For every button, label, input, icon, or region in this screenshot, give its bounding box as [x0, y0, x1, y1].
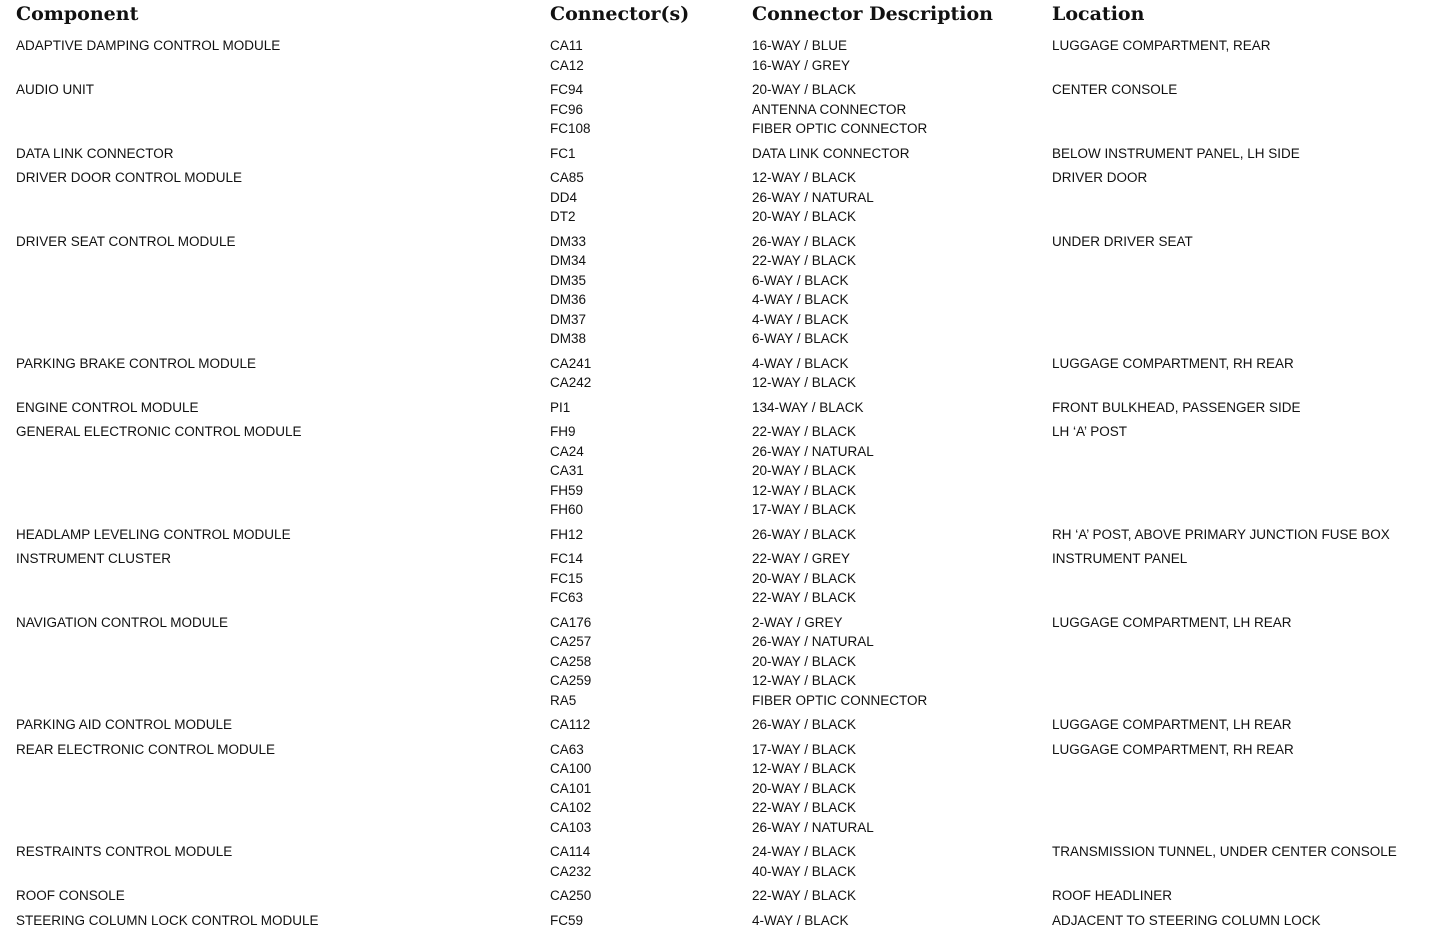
connector-list: [550, 911, 740, 931]
connector-id: FC59: [550, 912, 584, 928]
connector-description: 4-WAY / BLACK: [752, 292, 849, 307]
component-name: HEADLAMP LEVELING CONTROL MODULE: [16, 526, 291, 542]
component-location: BELOW INSTRUMENT PANEL, LH SIDE: [1052, 145, 1300, 161]
connector-list: [550, 144, 740, 164]
connector-list: [550, 740, 740, 838]
connector-description: 20-WAY / BLACK: [752, 653, 857, 669]
connector-id: CA241: [550, 355, 592, 371]
connector-id: CA101: [550, 780, 592, 796]
table-row: [0, 715, 1456, 735]
component-location: FRONT BULKHEAD, PASSENGER SIDE: [1052, 399, 1301, 415]
connector-id: DM37: [550, 311, 587, 327]
table-row: [0, 613, 1456, 711]
connector-id: FC1: [550, 145, 576, 161]
component-name: ADAPTIVE DAMPING CONTROL MODULE: [16, 38, 281, 53]
connector-id: CA176: [550, 614, 592, 630]
component-location: LUGGAGE COMPARTMENT, RH REAR: [1052, 355, 1294, 371]
connector-description: FIBER OPTIC CONNECTOR: [752, 121, 928, 136]
connector-description-list: [752, 842, 1042, 881]
connector-id: CA85: [550, 170, 584, 185]
table-row: [0, 168, 1456, 227]
connector-description: ANTENNA CONNECTOR: [752, 101, 907, 117]
connector-description: 4-WAY / BLACK: [752, 355, 849, 371]
connector-id: RA5: [550, 692, 577, 708]
header-connector-description: Connector Description: [752, 3, 993, 25]
connector-description: 26-WAY / BLACK: [752, 233, 857, 249]
connector-description: 6-WAY / BLACK: [752, 272, 849, 288]
connector-description-list: [752, 36, 1042, 75]
connector-description-list: [752, 168, 1042, 227]
connector-description: 20-WAY / BLACK: [752, 463, 857, 478]
connector-id: FC94: [550, 82, 584, 97]
connector-description-list: [752, 525, 1042, 545]
connector-list: [550, 886, 740, 906]
connector-description-list: [752, 80, 1042, 139]
table-row: [0, 36, 1456, 75]
connector-description: 22-WAY / BLACK: [752, 888, 857, 903]
component-location: ADJACENT TO STEERING COLUMN LOCK: [1052, 912, 1321, 928]
component-location: UNDER DRIVER SEAT: [1052, 233, 1193, 249]
connector-description: 17-WAY / BLACK: [752, 741, 857, 757]
component-name: NAVIGATION CONTROL MODULE: [16, 614, 229, 630]
component-location: LUGGAGE COMPARTMENT, LH REAR: [1052, 717, 1292, 732]
connector-description: 22-WAY / BLACK: [752, 590, 857, 605]
table-row: [0, 80, 1456, 139]
connector-description: DATA LINK CONNECTOR: [752, 145, 910, 161]
connector-description: 17-WAY / BLACK: [752, 502, 857, 517]
component-location: ROOF HEADLINER: [1052, 888, 1173, 903]
connector-description: 26-WAY / BLACK: [752, 526, 857, 542]
connector-description: 40-WAY / BLACK: [752, 863, 857, 879]
component-name: GENERAL ELECTRONIC CONTROL MODULE: [16, 424, 302, 439]
connector-id: DM38: [550, 331, 587, 346]
connector-description: 26-WAY / NATURAL: [752, 634, 874, 649]
connector-list: [550, 613, 740, 711]
connector-description-list: [752, 232, 1042, 349]
connector-description: 12-WAY / BLACK: [752, 170, 857, 185]
connector-description: 20-WAY / BLACK: [752, 780, 857, 796]
connector-id: DM36: [550, 292, 587, 307]
connector-description: 20-WAY / BLACK: [752, 82, 857, 97]
connector-id: DM35: [550, 272, 587, 288]
table-row: [0, 549, 1456, 608]
connector-description-list: [752, 354, 1042, 393]
table-row: [0, 842, 1456, 881]
connector-list: [550, 354, 740, 393]
connector-description: 24-WAY / BLACK: [752, 844, 857, 859]
connector-description: 22-WAY / GREY: [752, 551, 851, 566]
connector-description: 26-WAY / NATURAL: [752, 189, 874, 205]
connector-id: DD4: [550, 189, 578, 205]
connector-description: 134-WAY / BLACK: [752, 399, 864, 415]
component-name: PARKING BRAKE CONTROL MODULE: [16, 355, 257, 371]
connector-list: [550, 398, 740, 418]
connector-description-list: [752, 398, 1042, 418]
table-row: [0, 354, 1456, 393]
table-row: [0, 144, 1456, 164]
connector-id: CA232: [550, 863, 592, 879]
connector-id: FH9: [550, 424, 576, 439]
connector-id: CA259: [550, 673, 592, 688]
connector-list: [550, 525, 740, 545]
connector-id: FH59: [550, 482, 584, 498]
connector-id: FC108: [550, 121, 591, 136]
connector-list: [550, 232, 740, 349]
connector-list: [550, 36, 740, 75]
connector-description: 6-WAY / BLACK: [752, 331, 849, 346]
component-location: LUGGAGE COMPARTMENT, REAR: [1052, 38, 1271, 53]
connector-id: CA31: [550, 463, 584, 478]
connector-id: DM34: [550, 253, 587, 268]
connector-description-list: [752, 549, 1042, 608]
component-name: PARKING AID CONTROL MODULE: [16, 717, 233, 732]
connector-description: 26-WAY / BLACK: [752, 717, 857, 732]
connector-description: 22-WAY / BLACK: [752, 253, 857, 268]
connector-description: 12-WAY / BLACK: [752, 673, 857, 688]
connector-description: 26-WAY / NATURAL: [752, 819, 874, 835]
component-location: TRANSMISSION TUNNEL, UNDER CENTER CONSOLE: [1052, 844, 1397, 859]
connector-list: [550, 549, 740, 608]
connector-id: CA103: [550, 819, 592, 835]
component-location: LH ‘A’ POST: [1052, 424, 1128, 439]
connector-id: CA11: [550, 38, 583, 53]
component-name: DRIVER DOOR CONTROL MODULE: [16, 170, 243, 185]
component-name: DATA LINK CONNECTOR: [16, 145, 174, 161]
connector-id: CA12: [550, 57, 584, 73]
connector-list: [550, 422, 740, 520]
connector-description: 12-WAY / BLACK: [752, 375, 857, 390]
connector-description-list: [752, 422, 1042, 520]
connector-id: DM33: [550, 233, 587, 249]
connector-id: FH12: [550, 526, 584, 542]
table-row: [0, 525, 1456, 545]
component-location: LUGGAGE COMPARTMENT, LH REAR: [1052, 614, 1292, 630]
connector-id: FC63: [550, 590, 584, 605]
table-row: [0, 398, 1456, 418]
connector-id: FC14: [550, 551, 584, 566]
header-location: Location: [1052, 3, 1145, 25]
connector-id: CA112: [550, 717, 591, 732]
connector-description: 22-WAY / BLACK: [752, 424, 857, 439]
connector-id: FC15: [550, 570, 584, 586]
connector-description: 12-WAY / BLACK: [752, 482, 857, 498]
connector-description: 2-WAY / GREY: [752, 614, 843, 630]
connector-id: CA24: [550, 443, 584, 459]
component-location: INSTRUMENT PANEL: [1052, 551, 1188, 566]
connector-description-list: [752, 613, 1042, 711]
connector-description: 20-WAY / BLACK: [752, 570, 857, 586]
connector-id: DT2: [550, 209, 576, 224]
component-location: DRIVER DOOR: [1052, 170, 1148, 185]
connector-list: [550, 168, 740, 227]
connector-list: [550, 842, 740, 881]
connector-description: 4-WAY / BLACK: [752, 912, 849, 928]
connector-list: [550, 715, 740, 735]
table-row: [0, 740, 1456, 838]
connector-id: CA114: [550, 844, 591, 859]
connector-id: CA250: [550, 888, 592, 903]
component-name: ROOF CONSOLE: [16, 888, 125, 903]
component-name: ENGINE CONTROL MODULE: [16, 399, 199, 415]
connector-id: PI1: [550, 399, 571, 415]
header-connectors: Connector(s): [550, 3, 690, 25]
component-name: AUDIO UNIT: [16, 82, 95, 97]
connector-id: CA242: [550, 375, 592, 390]
connector-description: 4-WAY / BLACK: [752, 311, 849, 327]
connector-description-list: [752, 740, 1042, 838]
connector-id: CA102: [550, 800, 592, 815]
connector-description-list: [752, 886, 1042, 906]
connector-description: 16-WAY / GREY: [752, 57, 851, 73]
component-rows: [0, 36, 1456, 935]
connector-list: [550, 80, 740, 139]
connector-id: CA100: [550, 761, 592, 776]
connector-id: CA258: [550, 653, 592, 669]
table-row: [0, 911, 1456, 931]
connector-id: FH60: [550, 502, 584, 517]
connector-description: 16-WAY / BLUE: [752, 38, 848, 53]
component-name: REAR ELECTRONIC CONTROL MODULE: [16, 741, 276, 757]
header-component: Component: [16, 3, 139, 25]
table-row: [0, 422, 1456, 520]
table-row: [0, 886, 1456, 906]
connector-description-list: [752, 144, 1042, 164]
connector-id: FC96: [550, 101, 584, 117]
connector-description: 26-WAY / NATURAL: [752, 443, 874, 459]
connector-description-list: [752, 715, 1042, 735]
component-name: RESTRAINTS CONTROL MODULE: [16, 844, 233, 859]
connector-description: 22-WAY / BLACK: [752, 800, 857, 815]
component-location: RH ‘A’ POST, ABOVE PRIMARY JUNCTION FUSE BOX: [1052, 526, 1390, 542]
connector-description-list: [752, 911, 1042, 931]
component-location: LUGGAGE COMPARTMENT, RH REAR: [1052, 741, 1294, 757]
table-row: [0, 232, 1456, 349]
connector-id: CA63: [550, 741, 584, 757]
connector-description: FIBER OPTIC CONNECTOR: [752, 692, 928, 708]
component-name: DRIVER SEAT CONTROL MODULE: [16, 233, 236, 249]
component-name: STEERING COLUMN LOCK CONTROL MODULE: [16, 912, 319, 928]
connector-id: CA257: [550, 634, 592, 649]
component-location: CENTER CONSOLE: [1052, 82, 1178, 97]
component-name: INSTRUMENT CLUSTER: [16, 551, 172, 566]
connector-description: 20-WAY / BLACK: [752, 209, 857, 224]
connector-description: 12-WAY / BLACK: [752, 761, 857, 776]
